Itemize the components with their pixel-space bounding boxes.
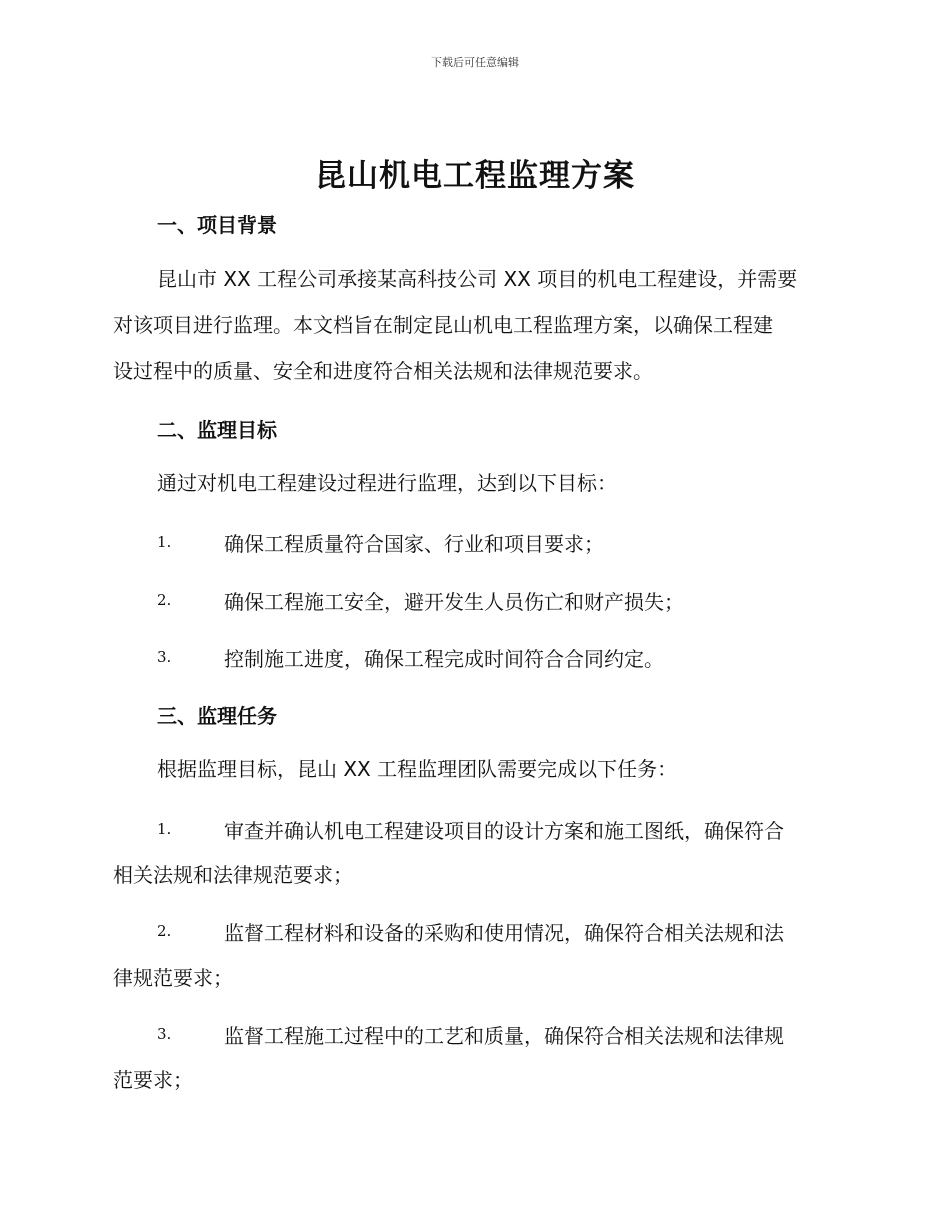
list-item-number: 1. (157, 533, 172, 551)
list-item-number: 2. (157, 922, 172, 940)
list-item-number: 2. (157, 591, 172, 609)
document-title: 昆山机电工程监理方案 (315, 158, 635, 194)
list-item-continuation: 律规范要求； (113, 966, 233, 990)
list-item-number: 3. (157, 648, 172, 666)
list-item-text: 监督工程材料和设备的采购和使用情况，确保符合相关法规和法 (224, 921, 784, 945)
paragraph-line: 对该项目进行监理。本文档旨在制定昆山机电工程监理方案，以确保工程建 (113, 313, 773, 337)
list-item-text: 监督工程施工过程中的工艺和质量，确保符合相关法规和法律规 (224, 1024, 784, 1048)
paragraph-line: 昆山市 XX 工程公司承接某高科技公司 XX 项目的机电工程建设，并需要 (157, 267, 798, 291)
list-item-text: 确保工程质量符合国家、行业和项目要求； (224, 532, 604, 556)
section-heading-objectives: 二、监理目标 (157, 418, 277, 442)
section-intro-tasks: 根据监理目标，昆山 XX 工程监理团队需要完成以下任务： (157, 757, 678, 781)
section-intro-objectives: 通过对机电工程建设过程进行监理，达到以下目标： (157, 471, 617, 495)
list-item-text: 审查并确认机电工程建设项目的设计方案和施工图纸，确保符合 (224, 819, 784, 843)
page-header-note: 下载后可任意编辑 (431, 56, 519, 69)
list-item-number: 1. (157, 820, 172, 838)
paragraph-line: 设过程中的质量、安全和进度符合相关法规和法律规范要求。 (113, 359, 653, 383)
list-item-text: 确保工程施工安全，避开发生人员伤亡和财产损失； (224, 590, 684, 614)
list-item-continuation: 相关法规和法律规范要求； (113, 863, 353, 887)
list-item-continuation: 范要求； (113, 1068, 193, 1092)
section-heading-tasks: 三、监理任务 (157, 704, 277, 728)
list-item-number: 3. (157, 1025, 172, 1043)
section-paragraph-background (113, 256, 843, 394)
section-heading-background: 一、项目背景 (157, 213, 277, 237)
list-item-text: 控制施工进度，确保工程完成时间符合合同约定。 (224, 647, 664, 671)
